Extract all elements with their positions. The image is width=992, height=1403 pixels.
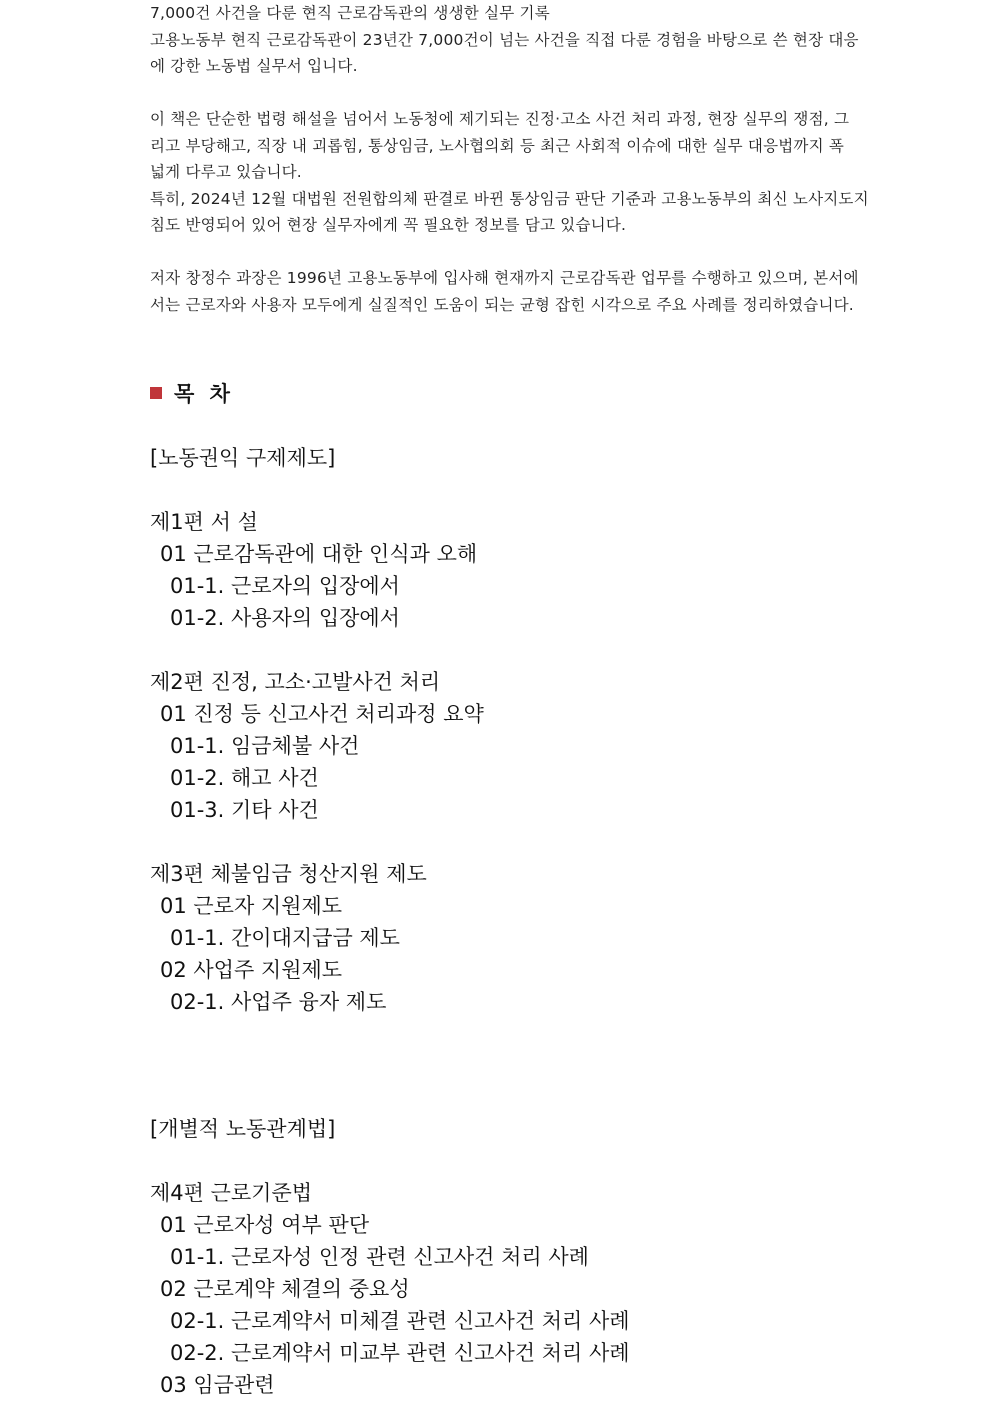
toc-section: 03 임금관련 (160, 1373, 275, 1397)
toc-chapter-title: 제2편 진정, 고소·고발사건 처리 (150, 670, 441, 694)
intro-paragraph (150, 106, 945, 239)
intro-text-line: 이 책은 단순한 법령 해설을 넘어서 노동청에 제기되는 진정·고소 사건 처리 과정, 현장 실무의 쟁점, 그 (150, 110, 850, 128)
red-square-icon (150, 387, 162, 399)
toc-heading (150, 378, 234, 408)
table-of-contents (150, 442, 945, 1018)
toc-part-title: [개별적 노동관계법] (150, 1117, 336, 1141)
toc-subsection: 02-1. 사업주 융자 제도 (170, 990, 387, 1014)
table-of-contents-part2 (150, 1113, 945, 1401)
toc-subsection: 01-1. 간이대지급금 제도 (170, 926, 400, 950)
toc-section: 02 사업주 지원제도 (160, 958, 343, 982)
toc-chapter-title: 제3편 체불임금 청산지원 제도 (150, 862, 427, 886)
intro-paragraph (150, 265, 945, 318)
toc-subsection: 01-1. 임금체불 사건 (170, 734, 360, 758)
toc-subsection: 01-1. 근로자성 인정 관련 신고사건 처리 사례 (170, 1245, 589, 1269)
toc-section: 02 근로계약 체결의 중요성 (160, 1277, 410, 1301)
book-introduction (150, 0, 945, 318)
toc-part-title: [노동권익 구제제도] (150, 446, 336, 470)
toc-chapter-title: 제4편 근로기준법 (150, 1181, 313, 1205)
intro-text-line: 서는 근로자와 사용자 모두에게 실질적인 도움이 되는 균형 잡힌 시각으로 주요 사례를 정리하였습니다. (150, 295, 854, 314)
intro-text-line: 에 강한 노동법 실무서 입니다. (150, 57, 358, 75)
toc-subsection: 01-2. 사용자의 입장에서 (170, 606, 400, 630)
intro-paragraph (150, 0, 945, 80)
toc-chapter-title: 제1편 서 설 (150, 510, 258, 534)
toc-subsection: 01-2. 해고 사건 (170, 766, 319, 790)
toc-subsection: 01-1. 근로자의 입장에서 (170, 574, 400, 598)
intro-text-line: 침도 반영되어 있어 현장 실무자에게 꼭 필요한 정보를 담고 있습니다. (150, 216, 627, 234)
toc-subsection: 02-1. 근로계약서 미체결 관련 신고사건 처리 사례 (170, 1309, 630, 1333)
intro-text-line: 리고 부당해고, 직장 내 괴롭힘, 통상임금, 노사협의회 등 최근 사회적 이슈에 대한 실무 대응법까지 폭 (150, 136, 845, 155)
intro-text-line: 넓게 다루고 있습니다. (150, 163, 302, 181)
toc-heading-text: 목 차 (174, 382, 234, 406)
intro-text-line: 고용노동부 현직 근로감독관이 23년간 7,000건이 넘는 사건을 직접 다룬 경험을 바탕으로 쓴 현장 대응 (150, 30, 859, 49)
document-page (150, 0, 945, 1397)
intro-headline: 7,000건 사건을 다룬 현직 근로감독관의 생생한 실무 기록 (150, 4, 550, 22)
toc-section: 01 근로감독관에 대한 인식과 오해 (160, 542, 478, 566)
toc-section: 01 근로자성 여부 판단 (160, 1213, 370, 1237)
toc-section: 01 근로자 지원제도 (160, 894, 343, 918)
toc-section: 01 진정 등 신고사건 처리과정 요약 (160, 702, 484, 726)
intro-text-line: 특히, 2024년 12월 대법원 전원합의체 판결로 바뀐 통상임금 판단 기준과 고용노동부의 최신 노사지도지 (150, 189, 869, 208)
toc-subsection: 01-3. 기타 사건 (170, 798, 319, 822)
intro-text-line: 저자 창정수 과장은 1996년 고용노동부에 입사해 현재까지 근로감독관 업무를 수행하고 있으며, 본서에 (150, 269, 859, 287)
toc-subsection: 02-2. 근로계약서 미교부 관련 신고사건 처리 사례 (170, 1341, 630, 1365)
